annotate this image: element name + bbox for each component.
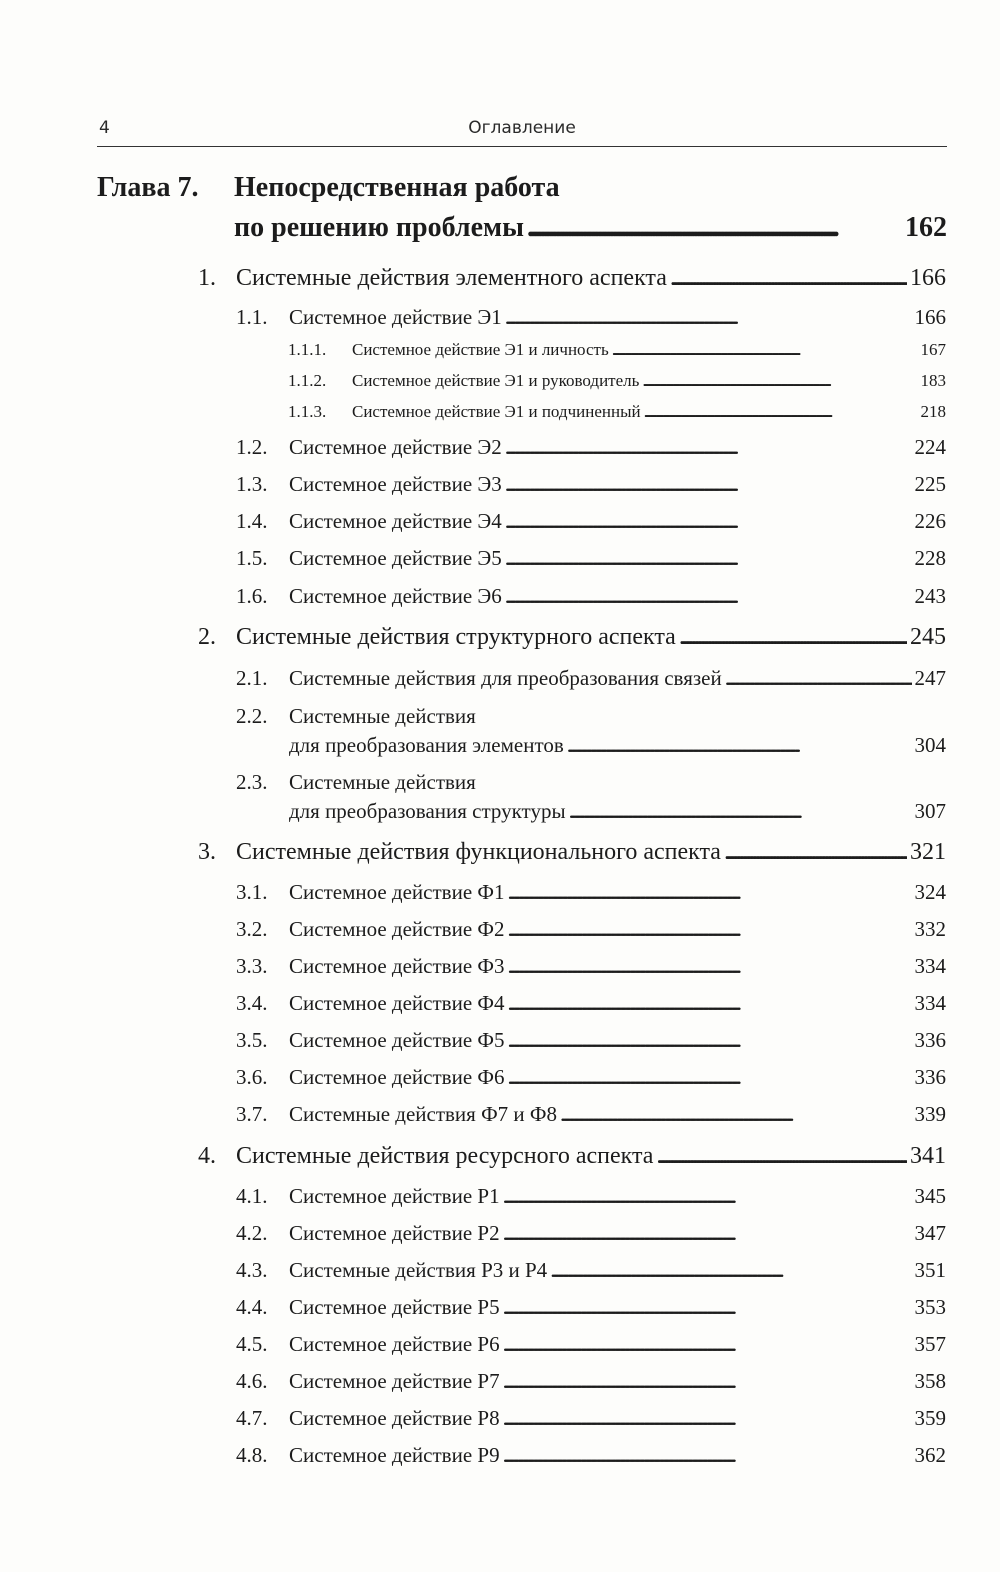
dot-leader [503, 1221, 912, 1246]
dot-leader [569, 799, 912, 824]
page-number: 4 [99, 118, 110, 138]
chapter-page: 162 [905, 212, 947, 243]
toc-page: 321 [910, 839, 946, 865]
toc-number: 3.7. [236, 1102, 268, 1126]
toc-number: 1.4. [236, 509, 268, 533]
toc-title: Системные действия Р3 и Р4 [289, 1258, 548, 1282]
toc-number: 3.4. [236, 991, 268, 1015]
toc-subsection [236, 1184, 946, 1209]
chapter-title-line2: по решению проблемы [234, 212, 524, 243]
dot-leader [679, 624, 907, 651]
dot-leader [505, 546, 912, 571]
toc-number: 1.2. [236, 435, 268, 459]
toc-subsection [236, 1369, 946, 1394]
toc-title: Системное действие Э5 [289, 546, 502, 570]
dot-leader [503, 1332, 912, 1357]
toc-page: 243 [914, 584, 946, 608]
toc-page: 332 [914, 917, 946, 941]
dot-leader [503, 1369, 912, 1394]
toc-number: 1.1. [236, 305, 268, 329]
chapter-label: Глава 7. [97, 172, 199, 203]
toc-page: 345 [914, 1184, 946, 1208]
toc-page: 334 [914, 954, 946, 978]
toc-subsection [236, 917, 946, 942]
toc-title: Системное действие Р5 [289, 1295, 500, 1319]
toc-title-continued: для преобразования структуры [289, 799, 566, 823]
dot-leader [612, 340, 918, 360]
toc-number: 2.1. [236, 666, 268, 690]
toc-subsection [236, 666, 946, 691]
toc-subsection [236, 991, 946, 1016]
toc-page: 166 [914, 305, 946, 329]
toc-title: Системное действие Э2 [289, 435, 502, 459]
toc-page: 341 [910, 1143, 946, 1169]
toc-number: 4.8. [236, 1443, 268, 1467]
toc-subsection [236, 1332, 946, 1357]
dot-leader [670, 265, 907, 292]
toc-page: 247 [914, 666, 946, 690]
toc-title: Системное действие Э1 и подчиненный [352, 402, 641, 421]
toc-page: 218 [920, 402, 946, 421]
toc-title: Системное действие Э4 [289, 509, 502, 533]
toc-title: Системные действия для преобразования связей [289, 666, 722, 690]
toc-title-continued: для преобразования элементов [289, 733, 564, 757]
toc-number: 3.1. [236, 880, 268, 904]
dot-leader [505, 509, 912, 534]
toc-subsubsection [288, 371, 946, 391]
toc-number: 1.3. [236, 472, 268, 496]
dot-leader [503, 1184, 912, 1209]
toc-title: Системное действие Э6 [289, 584, 502, 608]
toc-subsection [236, 584, 946, 609]
toc-subsection [236, 546, 946, 571]
toc-number: 4.7. [236, 1406, 268, 1430]
toc-section [198, 839, 946, 866]
toc-number: 2.3. [236, 770, 268, 794]
toc-number: 2. [198, 624, 216, 650]
dot-leader [567, 733, 912, 758]
toc-page: 357 [914, 1332, 946, 1356]
toc-title: Системное действие Ф3 [289, 954, 505, 978]
dot-leader [505, 305, 912, 330]
toc-page: 245 [910, 624, 946, 650]
dot-leader [505, 435, 912, 460]
toc-number: 4.5. [236, 1332, 268, 1356]
dot-leader [503, 1443, 912, 1468]
toc-number: 3. [198, 839, 216, 865]
toc-number: 3.5. [236, 1028, 268, 1052]
toc-number: 1.1.1. [288, 340, 327, 359]
toc-title: Системные действия [289, 704, 476, 728]
chapter-title-line1: Непосредственная работа [234, 172, 560, 203]
toc-page: 336 [914, 1028, 946, 1052]
toc-title: Системное действие Ф4 [289, 991, 505, 1015]
toc-page: 351 [914, 1258, 946, 1282]
dot-leader [505, 584, 912, 609]
toc-page: 228 [914, 546, 946, 570]
dot-leader [724, 839, 907, 866]
dot-leader [507, 954, 911, 979]
toc-page: 353 [914, 1295, 946, 1319]
toc-page: 224 [914, 435, 946, 459]
toc-title: Системные действия структурного аспекта [236, 624, 676, 650]
toc-page: 226 [914, 509, 946, 533]
toc-subsection [236, 435, 946, 460]
toc-title: Системное действие Р9 [289, 1443, 500, 1467]
running-header [97, 112, 947, 147]
toc-number: 1.1.3. [288, 402, 327, 421]
toc-number: 1.6. [236, 584, 268, 608]
toc-section [198, 624, 946, 651]
toc-subsection [236, 1221, 946, 1246]
toc-subsection [236, 305, 946, 330]
toc-title: Системное действие Э3 [289, 472, 502, 496]
toc-title: Системное действие Р7 [289, 1369, 500, 1393]
toc-page: 307 [914, 799, 946, 823]
toc-title: Системные действия Ф7 и Ф8 [289, 1102, 557, 1126]
toc-number: 1.5. [236, 546, 268, 570]
toc-number: 4.1. [236, 1184, 268, 1208]
toc-number: 4.2. [236, 1221, 268, 1245]
toc-subsection [236, 1258, 946, 1283]
dot-leader [507, 991, 911, 1016]
toc-title: Системное действие Э1 [289, 305, 502, 329]
toc-title: Системное действие Р6 [289, 1332, 500, 1356]
toc-section [198, 1143, 946, 1170]
toc-subsection [236, 954, 946, 979]
dot-leader [507, 880, 911, 905]
toc-page: 347 [914, 1221, 946, 1245]
toc-page: 339 [914, 1102, 946, 1126]
toc-page: 167 [920, 340, 946, 359]
running-title: Оглавление [468, 118, 576, 138]
toc-page: 304 [914, 733, 946, 757]
toc-subsection [236, 1065, 946, 1090]
toc-page: 359 [914, 1406, 946, 1430]
toc-section [198, 265, 946, 292]
toc-title: Системное действие Ф6 [289, 1065, 505, 1089]
toc-title: Системное действие Ф5 [289, 1028, 505, 1052]
toc-subsubsection [288, 402, 946, 422]
toc-number: 4.3. [236, 1258, 268, 1282]
toc-title: Системное действие Э1 и руководитель [352, 371, 640, 390]
toc-number: 3.6. [236, 1065, 268, 1089]
dot-leader [505, 472, 912, 497]
dot-leader [503, 1406, 912, 1431]
dot-leader [507, 917, 911, 942]
toc-subsection [236, 509, 946, 534]
toc-title: Системное действие Ф1 [289, 880, 505, 904]
dot-leader [656, 1143, 907, 1170]
toc-number: 1.1.2. [288, 371, 327, 390]
toc-subsubsection [288, 340, 946, 360]
toc-page: 334 [914, 991, 946, 1015]
toc-number: 3.2. [236, 917, 268, 941]
dot-leader [644, 402, 918, 422]
toc-title: Системное действие Ф2 [289, 917, 505, 941]
toc-subsection [236, 472, 946, 497]
toc-subsection [236, 1295, 946, 1320]
toc-title: Системное действие Э1 и личность [352, 340, 609, 359]
toc-title: Системное действие Р8 [289, 1406, 500, 1430]
toc-subsection [236, 1028, 946, 1053]
toc-subsection [236, 880, 946, 905]
toc-title: Системные действия элементного аспекта [236, 265, 667, 291]
toc-page: 358 [914, 1369, 946, 1393]
toc-title: Системные действия функционального аспекта [236, 839, 721, 865]
toc-number: 2.2. [236, 704, 268, 728]
dot-leader [507, 1065, 911, 1090]
toc-number: 4.6. [236, 1369, 268, 1393]
toc-subsection [236, 1406, 946, 1431]
dot-leader [550, 1258, 911, 1283]
toc-page: 324 [914, 880, 946, 904]
toc-title: Системное действие Р2 [289, 1221, 500, 1245]
toc-number: 4.4. [236, 1295, 268, 1319]
toc-subsection [236, 1443, 946, 1468]
toc-page: 166 [910, 265, 946, 291]
toc-subsection [236, 1102, 946, 1127]
toc-number: 1. [198, 265, 216, 291]
toc-number: 3.3. [236, 954, 268, 978]
toc-title: Системные действия ресурсного аспекта [236, 1143, 654, 1169]
dot-leader [507, 1028, 911, 1053]
toc-page: 225 [914, 472, 946, 496]
dot-leader [725, 666, 912, 691]
toc-title: Системные действия [289, 770, 476, 794]
toc-page: 336 [914, 1065, 946, 1089]
dot-leader [642, 371, 917, 391]
dot-leader [503, 1295, 912, 1320]
toc-page: 183 [920, 371, 946, 390]
toc-page: 362 [914, 1443, 946, 1467]
toc-title: Системное действие Р1 [289, 1184, 500, 1208]
dot-leader [527, 212, 902, 244]
dot-leader [560, 1102, 912, 1127]
toc-number: 4. [198, 1143, 216, 1169]
